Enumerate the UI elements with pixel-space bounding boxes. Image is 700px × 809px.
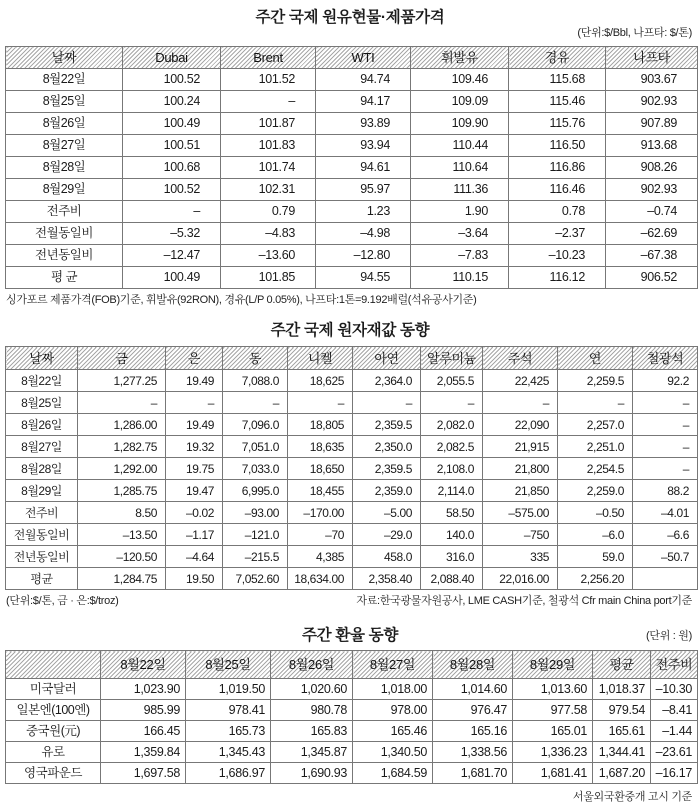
column-header: 날짜	[6, 47, 123, 69]
table-cell: 1,338.56	[433, 742, 513, 763]
table-cell: –750	[483, 524, 558, 546]
table-cell: 1,345.87	[271, 742, 353, 763]
table-cell: 100.52	[123, 69, 221, 91]
row-label: 8월27일	[6, 135, 123, 157]
table-cell: –	[288, 392, 353, 414]
row-label: 중국원(元)	[6, 721, 101, 742]
row-label: 8월22일	[6, 370, 78, 392]
table-cell: 1,018.00	[353, 679, 433, 700]
table-cell: 0.78	[509, 201, 606, 223]
table-row	[6, 763, 698, 784]
table-cell: 1,681.70	[433, 763, 513, 784]
table-cell: 2,350.0	[353, 436, 421, 458]
table-cell: 58.50	[421, 502, 483, 524]
table-cell: –	[223, 392, 288, 414]
table-cell: 19.49	[166, 370, 223, 392]
table-row	[6, 414, 698, 436]
column-header: 금	[78, 347, 166, 370]
table-row	[6, 700, 698, 721]
metal-table-title: 주간 국제 원자재값 동향	[270, 322, 430, 339]
table-cell: 1.90	[411, 201, 509, 223]
row-label: 8월26일	[6, 113, 123, 135]
table-cell: 110.44	[411, 135, 509, 157]
table-cell: 1,684.59	[353, 763, 433, 784]
column-header: 8월22일	[101, 651, 186, 679]
metals-header-row	[6, 347, 698, 370]
table-cell: 100.52	[123, 179, 221, 201]
table-cell: 2,364.0	[353, 370, 421, 392]
table-cell: –13.60	[221, 245, 316, 267]
column-header: 날짜	[6, 347, 78, 370]
table-cell: 18,805	[288, 414, 353, 436]
table-cell: 59.0	[558, 546, 633, 568]
table-cell: –6.0	[558, 524, 633, 546]
table-cell: 7,052.60	[223, 568, 288, 590]
fx-unit-note: (단위 : 원)	[646, 630, 692, 642]
table-cell: 95.97	[316, 179, 411, 201]
table-cell: 101.85	[221, 267, 316, 289]
table-row	[6, 267, 698, 289]
table-cell: –23.61	[651, 742, 698, 763]
table-row	[6, 436, 698, 458]
table-cell: 1,686.97	[186, 763, 271, 784]
table-cell: 116.46	[509, 179, 606, 201]
table-cell: 18,650	[288, 458, 353, 480]
table-row	[6, 157, 698, 179]
table-cell: 902.93	[606, 91, 698, 113]
table-cell: –0.74	[606, 201, 698, 223]
row-label: 8월22일	[6, 69, 123, 91]
table-cell: 1,336.23	[513, 742, 593, 763]
row-label: 8월28일	[6, 157, 123, 179]
row-label: 8월27일	[6, 436, 78, 458]
oil-footnote: 싱가포르 제품가격(FOB)기준, 휘발유(92RON), 경유(L/P 0.05%), 나프타:1톤=9.192배럴(석유공사기준)	[6, 294, 477, 306]
table-cell: 100.68	[123, 157, 221, 179]
row-label: 전주비	[6, 502, 78, 524]
table-cell: 88.2	[633, 480, 698, 502]
exchange-rate-table	[5, 650, 698, 784]
column-header: Brent	[221, 47, 316, 69]
row-label: 전년동일비	[6, 546, 78, 568]
table-cell: 116.86	[509, 157, 606, 179]
table-cell: 18,634.00	[288, 568, 353, 590]
column-header: 동	[223, 347, 288, 370]
table-cell: –10.30	[651, 679, 698, 700]
table-row	[6, 546, 698, 568]
table-cell: 19.49	[166, 414, 223, 436]
table-cell: 978.00	[353, 700, 433, 721]
table-cell: 109.09	[411, 91, 509, 113]
table-cell: –7.83	[411, 245, 509, 267]
table-cell: 1,019.50	[186, 679, 271, 700]
column-header: 주석	[483, 347, 558, 370]
table-cell: –	[353, 392, 421, 414]
table-cell: 1,282.75	[78, 436, 166, 458]
metal-unit-note: (단위:$/톤, 금 · 은:$/troz)	[6, 595, 119, 607]
column-header	[6, 651, 101, 679]
table-cell: 94.55	[316, 267, 411, 289]
table-row	[6, 179, 698, 201]
row-label: 8월25일	[6, 91, 123, 113]
table-cell: –8.41	[651, 700, 698, 721]
table-cell: –120.50	[78, 546, 166, 568]
table-cell: 115.46	[509, 91, 606, 113]
row-label: 일본엔(100엔)	[6, 700, 101, 721]
table-row	[6, 480, 698, 502]
column-header: 나프타	[606, 47, 698, 69]
commodity-price-table	[5, 346, 698, 590]
table-cell: 1,020.60	[271, 679, 353, 700]
row-label: 유로	[6, 742, 101, 763]
table-cell: –4.01	[633, 502, 698, 524]
column-header: 경유	[509, 47, 606, 69]
table-cell: 458.0	[353, 546, 421, 568]
metal-source-note: 자료:한국광물자원공사, LME CASH기준, 철광석 Cfr main China port기준	[356, 595, 692, 607]
table-cell: 8.50	[78, 502, 166, 524]
table-cell: –215.5	[223, 546, 288, 568]
fx-header-row	[6, 651, 698, 679]
table-cell: 1,687.20	[593, 763, 651, 784]
row-label: 8월25일	[6, 392, 78, 414]
oil-table-title: 주간 국제 원유현물·제품가격	[255, 9, 445, 26]
column-header: Dubai	[123, 47, 221, 69]
table-cell: –62.69	[606, 223, 698, 245]
table-cell: 100.51	[123, 135, 221, 157]
table-cell: 2,251.0	[558, 436, 633, 458]
table-cell: –121.0	[223, 524, 288, 546]
table-cell: 2,358.40	[353, 568, 421, 590]
table-cell: 1,285.75	[78, 480, 166, 502]
table-cell: 101.83	[221, 135, 316, 157]
oil-unit-note: (단위:$/Bbl, 나프타: $/톤)	[577, 27, 692, 39]
table-cell: 100.24	[123, 91, 221, 113]
table-cell: –0.02	[166, 502, 223, 524]
table-cell: 1,284.75	[78, 568, 166, 590]
table-cell: –4.83	[221, 223, 316, 245]
table-cell: 101.74	[221, 157, 316, 179]
table-row	[6, 245, 698, 267]
table-row	[6, 721, 698, 742]
table-cell: 94.74	[316, 69, 411, 91]
column-header: 평균	[593, 651, 651, 679]
table-cell: –	[633, 436, 698, 458]
table-row	[6, 91, 698, 113]
table-cell: 1,345.43	[186, 742, 271, 763]
column-header: 전주비	[651, 651, 698, 679]
table-row	[6, 135, 698, 157]
table-row	[6, 392, 698, 414]
table-cell: 1,681.41	[513, 763, 593, 784]
table-cell: 2,259.0	[558, 480, 633, 502]
table-cell: –	[123, 201, 221, 223]
table-cell: 21,800	[483, 458, 558, 480]
column-header: 철광석	[633, 347, 698, 370]
table-cell: 165.01	[513, 721, 593, 742]
table-cell: 2,254.5	[558, 458, 633, 480]
table-cell: 2,108.0	[421, 458, 483, 480]
column-header: 8월25일	[186, 651, 271, 679]
table-cell: 1,690.93	[271, 763, 353, 784]
table-cell: 1,023.90	[101, 679, 186, 700]
table-cell: 140.0	[421, 524, 483, 546]
table-row	[6, 69, 698, 91]
table-cell: 1,292.00	[78, 458, 166, 480]
row-label: 전월동일비	[6, 223, 123, 245]
table-cell: –1.17	[166, 524, 223, 546]
row-label: 평균	[6, 568, 78, 590]
table-cell: 335	[483, 546, 558, 568]
table-row	[6, 568, 698, 590]
table-cell: 165.46	[353, 721, 433, 742]
table-cell: –	[78, 392, 166, 414]
table-cell: 116.12	[509, 267, 606, 289]
table-cell: –1.44	[651, 721, 698, 742]
table-cell: 2,359.5	[353, 458, 421, 480]
table-cell: 166.45	[101, 721, 186, 742]
table-cell: 165.83	[271, 721, 353, 742]
column-header: 은	[166, 347, 223, 370]
table-cell: –575.00	[483, 502, 558, 524]
table-cell: 6,995.0	[223, 480, 288, 502]
table-cell: 1,697.58	[101, 763, 186, 784]
column-header: WTI	[316, 47, 411, 69]
table-cell: 116.50	[509, 135, 606, 157]
table-cell: –	[483, 392, 558, 414]
table-cell: 110.15	[411, 267, 509, 289]
table-row	[6, 742, 698, 763]
table-cell: 19.75	[166, 458, 223, 480]
fx-table-title: 주간 환율 동향	[301, 627, 399, 644]
row-label: 전월동일비	[6, 524, 78, 546]
table-cell: 1,344.41	[593, 742, 651, 763]
table-cell: 976.47	[433, 700, 513, 721]
table-cell: –70	[288, 524, 353, 546]
table-cell: –12.80	[316, 245, 411, 267]
table-cell: –	[633, 392, 698, 414]
table-cell: 316.0	[421, 546, 483, 568]
table-row	[6, 458, 698, 480]
table-cell: –12.47	[123, 245, 221, 267]
table-cell: 21,915	[483, 436, 558, 458]
row-label: 8월29일	[6, 179, 123, 201]
column-header: 8월28일	[433, 651, 513, 679]
table-cell: 22,425	[483, 370, 558, 392]
table-cell: 102.31	[221, 179, 316, 201]
table-cell: –5.00	[353, 502, 421, 524]
table-cell: –	[633, 458, 698, 480]
table-cell: 22,090	[483, 414, 558, 436]
table-row	[6, 679, 698, 700]
table-cell: 906.52	[606, 267, 698, 289]
table-cell: 980.78	[271, 700, 353, 721]
fx-source-note: 서울외국환중개 고시 기준	[572, 791, 692, 803]
table-cell: –93.00	[223, 502, 288, 524]
column-header: 8월29일	[513, 651, 593, 679]
row-label: 평 균	[6, 267, 123, 289]
table-cell: 19.47	[166, 480, 223, 502]
table-cell: –	[166, 392, 223, 414]
table-cell: 1,013.60	[513, 679, 593, 700]
table-cell: 100.49	[123, 113, 221, 135]
table-cell: –6.6	[633, 524, 698, 546]
table-cell: 93.89	[316, 113, 411, 135]
table-row	[6, 370, 698, 392]
table-cell: 19.32	[166, 436, 223, 458]
row-label: 8월29일	[6, 480, 78, 502]
table-cell: 1,286.00	[78, 414, 166, 436]
row-label: 8월26일	[6, 414, 78, 436]
table-cell: 977.58	[513, 700, 593, 721]
table-cell: 18,455	[288, 480, 353, 502]
table-cell: 978.41	[186, 700, 271, 721]
table-cell: 19.50	[166, 568, 223, 590]
table-cell: 92.2	[633, 370, 698, 392]
table-cell: 7,051.0	[223, 436, 288, 458]
table-cell: –0.50	[558, 502, 633, 524]
table-cell: 94.17	[316, 91, 411, 113]
table-cell: 2,259.5	[558, 370, 633, 392]
table-cell: –5.32	[123, 223, 221, 245]
table-cell: –	[558, 392, 633, 414]
table-cell: 101.87	[221, 113, 316, 135]
table-cell: 110.64	[411, 157, 509, 179]
table-cell: 165.61	[593, 721, 651, 742]
table-cell: –3.64	[411, 223, 509, 245]
table-cell: 908.26	[606, 157, 698, 179]
table-cell: 109.90	[411, 113, 509, 135]
table-cell: 101.52	[221, 69, 316, 91]
table-cell: 2,082.0	[421, 414, 483, 436]
table-cell: –170.00	[288, 502, 353, 524]
table-cell: 2,088.40	[421, 568, 483, 590]
column-header: 니켈	[288, 347, 353, 370]
table-cell: 93.94	[316, 135, 411, 157]
table-row	[6, 113, 698, 135]
table-cell: 165.73	[186, 721, 271, 742]
table-cell: 1,340.50	[353, 742, 433, 763]
row-label: 전년동일비	[6, 245, 123, 267]
table-cell: 2,256.20	[558, 568, 633, 590]
table-cell: –13.50	[78, 524, 166, 546]
table-cell: 985.99	[101, 700, 186, 721]
table-cell	[633, 568, 698, 590]
table-cell: 115.76	[509, 113, 606, 135]
table-row	[6, 502, 698, 524]
table-cell: 21,850	[483, 480, 558, 502]
column-header: 아연	[353, 347, 421, 370]
table-cell: 22,016.00	[483, 568, 558, 590]
row-label: 전주비	[6, 201, 123, 223]
table-cell: 2,359.5	[353, 414, 421, 436]
table-cell: 0.79	[221, 201, 316, 223]
table-cell: 2,055.5	[421, 370, 483, 392]
table-cell: 7,096.0	[223, 414, 288, 436]
table-cell: 903.67	[606, 69, 698, 91]
table-cell: –	[421, 392, 483, 414]
table-cell: 1,359.84	[101, 742, 186, 763]
table-cell: 18,635	[288, 436, 353, 458]
table-cell: 7,088.0	[223, 370, 288, 392]
table-row	[6, 201, 698, 223]
table-cell: 1,018.37	[593, 679, 651, 700]
table-cell: 165.16	[433, 721, 513, 742]
table-cell: 100.49	[123, 267, 221, 289]
table-cell: 1,014.60	[433, 679, 513, 700]
oil-header-row	[6, 47, 698, 69]
table-cell: 94.61	[316, 157, 411, 179]
row-label: 영국파운드	[6, 763, 101, 784]
column-header: 8월27일	[353, 651, 433, 679]
table-cell: 111.36	[411, 179, 509, 201]
table-cell: –	[221, 91, 316, 113]
table-cell: –67.38	[606, 245, 698, 267]
table-row	[6, 524, 698, 546]
table-cell: –2.37	[509, 223, 606, 245]
table-cell: 115.68	[509, 69, 606, 91]
table-cell: –10.23	[509, 245, 606, 267]
table-cell: 913.68	[606, 135, 698, 157]
column-header: 알루미늄	[421, 347, 483, 370]
table-cell: –4.98	[316, 223, 411, 245]
table-cell: 4,385	[288, 546, 353, 568]
table-cell: 979.54	[593, 700, 651, 721]
table-cell: 1,277.25	[78, 370, 166, 392]
table-cell: 2,114.0	[421, 480, 483, 502]
table-cell: –29.0	[353, 524, 421, 546]
table-cell: –4.64	[166, 546, 223, 568]
column-header: 8월26일	[271, 651, 353, 679]
table-cell: 18,625	[288, 370, 353, 392]
table-row	[6, 223, 698, 245]
table-cell: –	[633, 414, 698, 436]
table-cell: 902.93	[606, 179, 698, 201]
table-cell: 7,033.0	[223, 458, 288, 480]
table-cell: 907.89	[606, 113, 698, 135]
oil-price-table	[5, 46, 698, 289]
table-cell: 109.46	[411, 69, 509, 91]
table-cell: 2,257.0	[558, 414, 633, 436]
column-header: 연	[558, 347, 633, 370]
table-cell: –16.17	[651, 763, 698, 784]
column-header: 휘발유	[411, 47, 509, 69]
row-label: 8월28일	[6, 458, 78, 480]
table-cell: 2,359.0	[353, 480, 421, 502]
table-cell: 1.23	[316, 201, 411, 223]
table-cell: 2,082.5	[421, 436, 483, 458]
row-label: 미국달러	[6, 679, 101, 700]
table-cell: –50.7	[633, 546, 698, 568]
